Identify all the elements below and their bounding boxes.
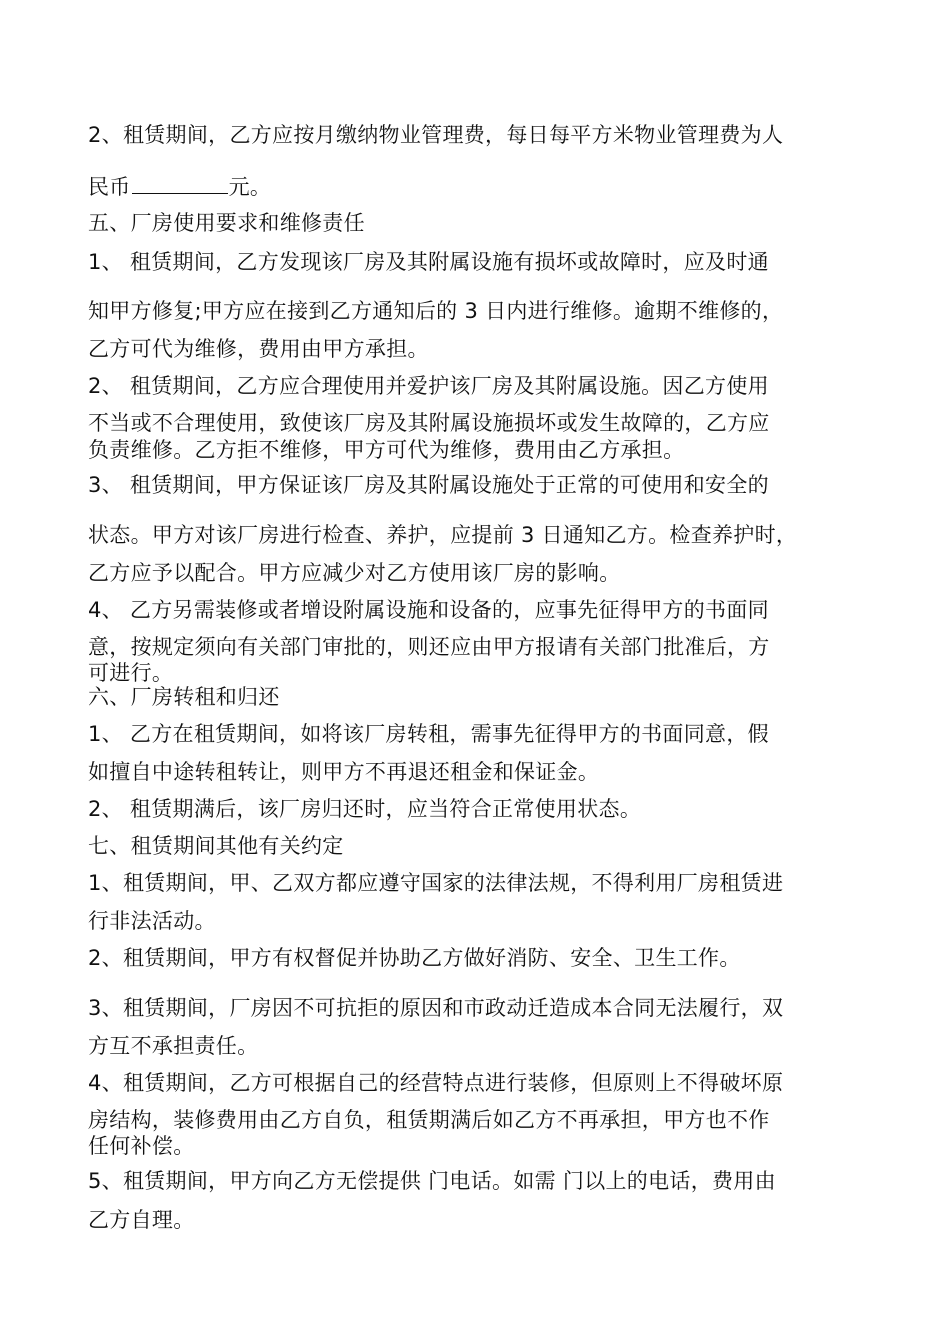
text-segment: 元。 — [228, 175, 272, 199]
text-line: 2、租赁期间，乙方应按月缴纳物业管理费，每日每平方米物业管理费为人 — [88, 123, 784, 147]
text-segment: 民币 — [88, 175, 131, 199]
text-line: 可进行。 — [88, 661, 174, 685]
text-line: 状态。甲方对该厂房进行检查、养护，应提前 3 日通知乙方。检查养护时， — [88, 523, 798, 547]
text-line: 3、租赁期间，厂房因不可抗拒的原因和市政动迁造成本合同无法履行，双 — [88, 996, 784, 1020]
text-line: 如擅自中途转租转让，则甲方不再退还租金和保证金。 — [88, 760, 600, 784]
text-line: 行非法活动。 — [88, 909, 216, 933]
text-line: 1、 租赁期间，乙方发现该厂房及其附属设施有损坏或故障时，应及时通 — [88, 250, 769, 274]
fill-in-blank — [132, 175, 228, 194]
text-line: 1、租赁期间，甲、乙双方都应遵守国家的法律法规，不得利用厂房租赁进 — [88, 871, 784, 895]
text-line: 不当或不合理使用，致使该厂房及其附属设施损坏或发生故障的，乙方应 — [88, 411, 770, 435]
section-heading: 六、厂房转租和归还 — [88, 685, 280, 709]
text-line: 2、租赁期间，甲方有权督促并协助乙方做好消防、安全、卫生工作。 — [88, 946, 741, 970]
text-line: 负责维修。乙方拒不维修，甲方可代为维修，费用由乙方承担。 — [88, 438, 685, 462]
text-line: 4、 乙方另需装修或者增设附属设施和设备的，应事先征得甲方的书面同 — [88, 598, 769, 622]
text-line: 房结构，装修费用由乙方自负，租赁期满后如乙方不再承担，甲方也不作 — [88, 1108, 770, 1132]
text-line: 意，按规定须向有关部门审批的，则还应由甲方报请有关部门批准后，方 — [88, 635, 770, 659]
section-heading: 七、租赁期间其他有关约定 — [88, 834, 344, 858]
text-line: 方互不承担责任。 — [88, 1034, 259, 1058]
section-heading: 五、厂房使用要求和维修责任 — [88, 211, 365, 235]
text-line: 乙方自理。 — [88, 1208, 195, 1232]
text-line: 4、租赁期间，乙方可根据自己的经营特点进行装修，但原则上不得破坏原 — [88, 1071, 784, 1095]
text-line: 乙方应予以配合。甲方应减少对乙方使用该厂房的影响。 — [88, 561, 621, 585]
text-line: 3、 租赁期间，甲方保证该厂房及其附属设施处于正常的可使用和安全的 — [88, 473, 769, 497]
text-line: 1、 乙方在租赁期间，如将该厂房转租，需事先征得甲方的书面同意，假 — [88, 722, 769, 746]
text-line: 乙方可代为维修，费用由甲方承担。 — [88, 337, 429, 361]
text-line: 2、 租赁期满后，该厂房归还时，应当符合正常使用状态。 — [88, 797, 642, 821]
text-line: 知甲方修复;甲方应在接到乙方通知后的 3 日内进行维修。逾期不维修的， — [88, 299, 784, 323]
text-line: 2、 租赁期间，乙方应合理使用并爱护该厂房及其附属设施。因乙方使用 — [88, 374, 769, 398]
text-line: 任何补偿。 — [88, 1134, 195, 1158]
text-line-with-blank — [88, 174, 271, 200]
text-line: 5、租赁期间，甲方向乙方无偿提供 门电话。如需 门以上的电话，费用由 — [88, 1169, 776, 1193]
